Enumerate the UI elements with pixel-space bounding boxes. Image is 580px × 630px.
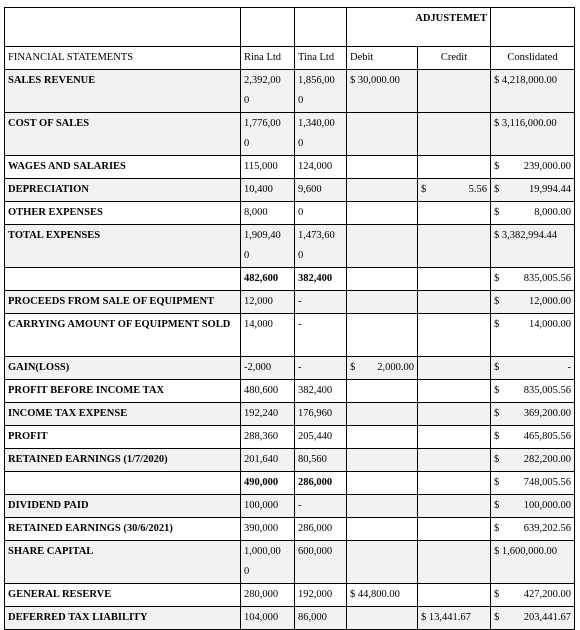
table-row: [5, 607, 575, 630]
amount: 12,000.00: [529, 296, 572, 307]
row-label: COST OF SALES: [5, 113, 241, 156]
cell-cons: $ 1,600,000.00: [491, 541, 575, 584]
cell-debit: [347, 472, 418, 495]
accounting-value: [494, 180, 571, 200]
header-blank-cell: [241, 8, 295, 47]
cell-credit: [418, 449, 491, 472]
currency-symbol: $: [494, 161, 500, 172]
cell-credit: [418, 472, 491, 495]
cell-cons: $ 3,116,000.00: [491, 113, 575, 156]
cell-rina: 192,240: [241, 403, 295, 426]
cell-tina: -: [295, 357, 347, 380]
cell-tina: -: [295, 495, 347, 518]
cell-tina: 286,000: [295, 518, 347, 541]
cell-credit: [418, 268, 491, 291]
header-top-row: [5, 8, 575, 47]
row-label: GAIN(LOSS): [5, 357, 241, 380]
cell-tina: 124,000: [295, 156, 347, 179]
table-row: [5, 541, 575, 584]
table-row: [5, 403, 575, 426]
row-label: CARRYING AMOUNT OF EQUIPMENT SOLD: [5, 314, 241, 357]
cell-rina: 1,776,00 0: [241, 113, 295, 156]
row-label: PROCEEDS FROM SALE OF EQUIPMENT: [5, 291, 241, 314]
accounting-value: [494, 608, 571, 628]
amount: 8,000.00: [534, 207, 572, 218]
table-row: [5, 202, 575, 225]
row-label: INCOME TAX EXPENSE: [5, 403, 241, 426]
amount: 369,200.00: [523, 408, 572, 419]
cell-credit: [418, 156, 491, 179]
cell-tina: 86,000: [295, 607, 347, 630]
cell-credit: [418, 403, 491, 426]
cell-credit: [418, 225, 491, 268]
accounting-value: [494, 519, 571, 539]
row-label: DEPRECIATION: [5, 179, 241, 202]
amount: 239,000.00: [523, 161, 572, 172]
cell-tina: 382,400: [295, 268, 347, 291]
table-row: [5, 291, 575, 314]
header-blank-cell: [5, 8, 241, 47]
cell-cons: [491, 357, 575, 380]
cell-rina: 8,000: [241, 202, 295, 225]
currency-symbol: $: [494, 408, 500, 419]
header-blank-cell: [295, 8, 347, 47]
cell-tina: 600,000: [295, 541, 347, 584]
amount: 835,005.56: [523, 385, 572, 396]
table-row: [5, 314, 575, 357]
amount: 282,200.00: [523, 454, 572, 465]
cell-tina: 0: [295, 202, 347, 225]
cell-cons: [491, 202, 575, 225]
cell-credit: $ 13,441.67: [418, 607, 491, 630]
col-header-consolidated: Conslidated: [491, 47, 575, 70]
cell-cons: [491, 380, 575, 403]
currency-symbol: $: [494, 319, 500, 330]
table-row: [5, 449, 575, 472]
cell-rina: 490,000: [241, 472, 295, 495]
col-header-rina: Rina Ltd: [241, 47, 295, 70]
amount: 5.56: [468, 184, 488, 195]
cell-cons: [491, 314, 575, 357]
cell-debit: $ 44,800.00: [347, 584, 418, 607]
cell-tina: -: [295, 291, 347, 314]
cell-debit: [347, 541, 418, 584]
cell-rina: 115,000: [241, 156, 295, 179]
cell-credit: [418, 426, 491, 449]
cell-cons: [491, 449, 575, 472]
cell-tina: 205,440: [295, 426, 347, 449]
cell-rina: 14,000: [241, 314, 295, 357]
currency-symbol: $: [494, 454, 500, 465]
accounting-value: [494, 427, 571, 447]
row-label: [5, 268, 241, 291]
cell-debit: [347, 113, 418, 156]
cell-rina: 104,000: [241, 607, 295, 630]
cell-debit: [347, 268, 418, 291]
row-label: PROFIT BEFORE INCOME TAX: [5, 380, 241, 403]
col-header-credit: Credit: [418, 47, 491, 70]
row-label: RETAINED EARNINGS (1/7/2020): [5, 449, 241, 472]
amount: 748,005.56: [523, 477, 572, 488]
amount: 465,805.56: [523, 431, 572, 442]
row-label: OTHER EXPENSES: [5, 202, 241, 225]
table-row: [5, 357, 575, 380]
currency-symbol: $: [494, 184, 500, 195]
cell-credit: [418, 541, 491, 584]
currency-symbol: $: [494, 612, 500, 623]
cell-credit: [418, 70, 491, 113]
cell-debit: [347, 607, 418, 630]
accounting-value: [494, 473, 571, 493]
cell-rina: 482,600: [241, 268, 295, 291]
currency-symbol: $: [494, 500, 500, 511]
cell-tina: 286,000: [295, 472, 347, 495]
cell-credit: [418, 202, 491, 225]
accounting-value: [494, 203, 571, 223]
cell-cons: [491, 426, 575, 449]
amount: 2,000.00: [377, 362, 414, 373]
currency-symbol: $: [494, 273, 500, 284]
cell-debit: [347, 179, 418, 202]
amount: -: [567, 362, 572, 373]
row-label: DEFERRED TAX LIABILITY: [5, 607, 241, 630]
accounting-value: [494, 496, 571, 516]
cell-cons: [491, 472, 575, 495]
cell-debit: [347, 403, 418, 426]
cell-credit: [418, 380, 491, 403]
cell-cons: [491, 607, 575, 630]
table-row: [5, 225, 575, 268]
row-label: SALES REVENUE: [5, 70, 241, 113]
accounting-value: [494, 157, 571, 177]
amount: 427,200.00: [523, 589, 572, 600]
cell-tina: 176,960: [295, 403, 347, 426]
currency-symbol: $: [350, 362, 356, 373]
column-header-row: [5, 47, 575, 70]
currency-symbol: $: [494, 589, 500, 600]
amount: 14,000.00: [529, 319, 572, 330]
cell-rina: 201,640: [241, 449, 295, 472]
cell-tina: 1,856,00 0: [295, 70, 347, 113]
cell-cons: [491, 156, 575, 179]
cell-debit: [347, 202, 418, 225]
cell-cons: [491, 518, 575, 541]
cell-tina: 192,000: [295, 584, 347, 607]
cell-debit: [347, 291, 418, 314]
cell-cons: [491, 495, 575, 518]
cell-debit: $ 30,000.00: [347, 70, 418, 113]
cell-tina: 9,600: [295, 179, 347, 202]
cell-debit: [347, 518, 418, 541]
currency-symbol: $: [494, 431, 500, 442]
cell-rina: -2,000: [241, 357, 295, 380]
table-row: [5, 156, 575, 179]
cell-credit: [418, 518, 491, 541]
cell-rina: 1,000,00 0: [241, 541, 295, 584]
cell-debit: [347, 495, 418, 518]
currency-symbol: $: [494, 523, 500, 534]
financial-statements-table: [4, 7, 575, 630]
table-row: [5, 268, 575, 291]
accounting-value: [494, 585, 571, 605]
cell-debit: [347, 426, 418, 449]
table-row: [5, 113, 575, 156]
accounting-value: [494, 292, 571, 312]
amount: 639,202.56: [523, 523, 572, 534]
row-label: TOTAL EXPENSES: [5, 225, 241, 268]
col-header-tina: Tina Ltd: [295, 47, 347, 70]
cell-tina: 80,560: [295, 449, 347, 472]
cell-tina: 382,400: [295, 380, 347, 403]
cell-debit: [347, 314, 418, 357]
cell-rina: 288,360: [241, 426, 295, 449]
row-label: RETAINED EARNINGS (30/6/2021): [5, 518, 241, 541]
table-row: [5, 380, 575, 403]
cell-credit: [418, 357, 491, 380]
currency-symbol: $: [494, 385, 500, 396]
cell-rina: 480,600: [241, 380, 295, 403]
row-label: [5, 472, 241, 495]
table-row: [5, 179, 575, 202]
table-row: [5, 518, 575, 541]
cell-cons: $ 4,218,000.00: [491, 70, 575, 113]
cell-credit: [418, 179, 491, 202]
cell-debit: [347, 156, 418, 179]
amount: 203,441.67: [523, 612, 572, 623]
accounting-value: [494, 381, 571, 401]
cell-rina: 390,000: [241, 518, 295, 541]
amount: 100,000.00: [523, 500, 572, 511]
cell-credit: [418, 584, 491, 607]
cell-rina: 12,000: [241, 291, 295, 314]
cell-debit: [347, 449, 418, 472]
col-header-statements: FINANCIAL STATEMENTS: [5, 47, 241, 70]
cell-cons: [491, 179, 575, 202]
cell-cons: [491, 403, 575, 426]
currency-symbol: $: [494, 296, 500, 307]
cell-cons: [491, 584, 575, 607]
table-row: [5, 584, 575, 607]
cell-debit: [347, 380, 418, 403]
amount: 835,005.56: [523, 273, 572, 284]
row-label: WAGES AND SALARIES: [5, 156, 241, 179]
accounting-value: [350, 358, 414, 378]
row-label: GENERAL RESERVE: [5, 584, 241, 607]
amount: 19,994.44: [529, 184, 572, 195]
cell-credit: [418, 495, 491, 518]
accounting-value: [494, 269, 571, 289]
cell-cons: [491, 291, 575, 314]
cell-tina: -: [295, 314, 347, 357]
col-header-debit: Debit: [347, 47, 418, 70]
cell-debit: [347, 225, 418, 268]
cell-credit: [418, 113, 491, 156]
cell-rina: 10,400: [241, 179, 295, 202]
accounting-value: [494, 358, 571, 378]
cell-credit: [418, 291, 491, 314]
accounting-value: [494, 404, 571, 424]
cell-rina: 2,392,00 0: [241, 70, 295, 113]
cell-debit: [347, 357, 418, 380]
table-row: [5, 472, 575, 495]
row-label: SHARE CAPITAL: [5, 541, 241, 584]
currency-symbol: $: [494, 477, 500, 488]
accounting-value: [494, 315, 571, 335]
adjustment-header: ADJUSTEMET: [347, 8, 491, 47]
cell-rina: 1,909,40 0: [241, 225, 295, 268]
table-row: [5, 495, 575, 518]
cell-cons: [491, 268, 575, 291]
cell-tina: 1,340,00 0: [295, 113, 347, 156]
cell-cons: $ 3,382,994.44: [491, 225, 575, 268]
row-label: DIVIDEND PAID: [5, 495, 241, 518]
accounting-value: [494, 450, 571, 470]
cell-rina: 100,000: [241, 495, 295, 518]
table-row: [5, 426, 575, 449]
currency-symbol: $: [494, 362, 500, 373]
cell-credit: [418, 314, 491, 357]
currency-symbol: $: [421, 184, 427, 195]
row-label: PROFIT: [5, 426, 241, 449]
table-row: [5, 70, 575, 113]
header-blank-cell: [491, 8, 575, 47]
cell-rina: 280,000: [241, 584, 295, 607]
cell-tina: 1,473,60 0: [295, 225, 347, 268]
currency-symbol: $: [494, 207, 500, 218]
accounting-value: [421, 180, 487, 200]
